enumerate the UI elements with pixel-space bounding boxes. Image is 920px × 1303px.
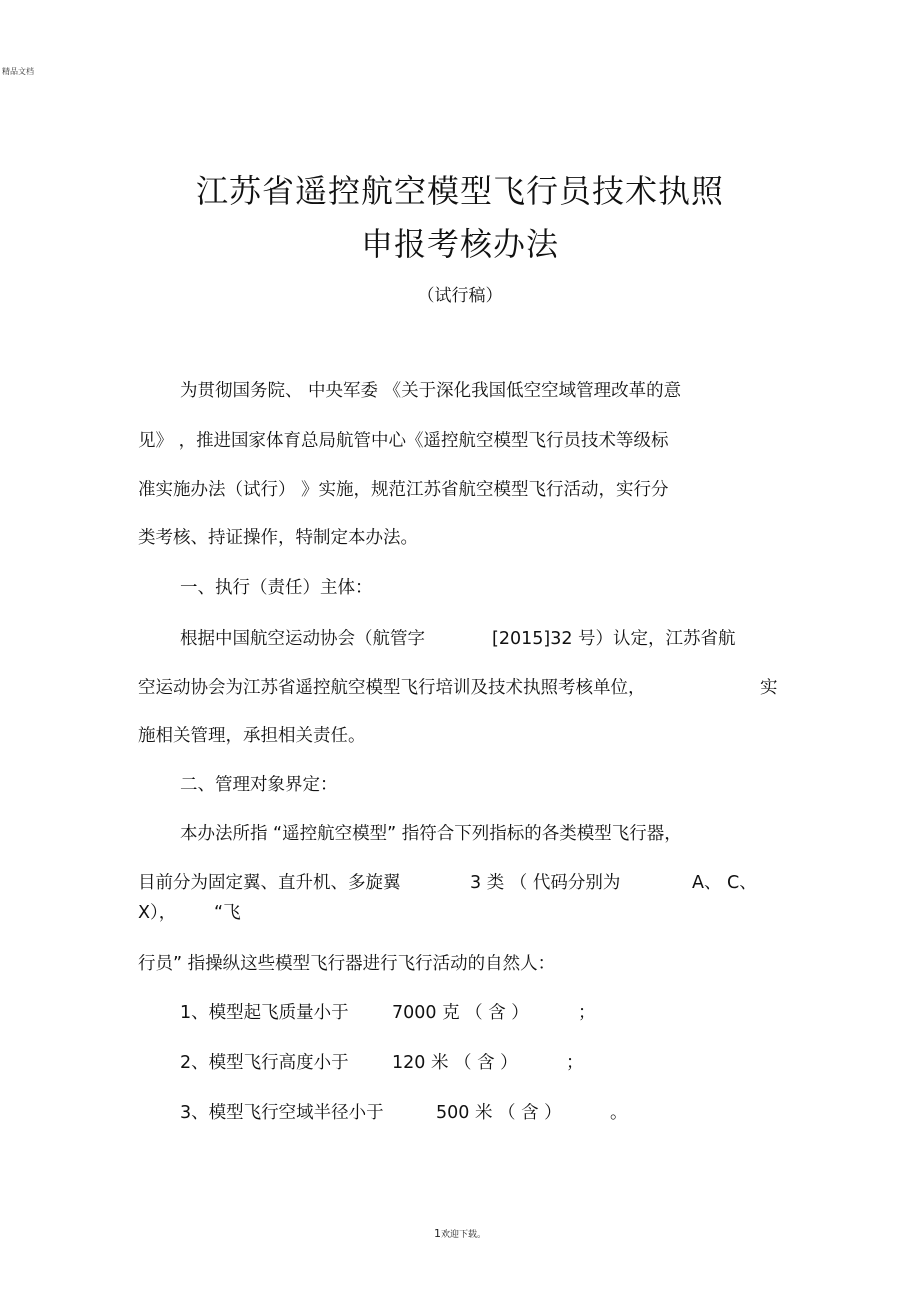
list-item-3-punct: 。 (610, 1103, 628, 1123)
paragraph-3-line-4: 行员” 指操纵这些模型飞行器进行飞行活动的自然人： (138, 954, 556, 974)
paragraph-1-line-2: 见》 ，推进国家体育总局航管中心《遥控航空模型飞行员技术等级标 (138, 431, 669, 451)
footer-text: 欢迎下载 (440, 1230, 477, 1240)
paragraph-2-line-1a: 根据中国航空运动协会（航管字 (180, 629, 425, 649)
paragraph-3-line-2b: 3 类 （ 代码分别为 (470, 873, 621, 893)
list-item-3-value: 500 米 （ 含 ） (436, 1103, 562, 1123)
section-heading-1: 一、执行（责任）主体： (180, 578, 373, 598)
page-number: 1 (433, 1227, 441, 1240)
paragraph-2-line-2a: 空运动协会为江苏省遥控航空模型飞行培训及技术执照考核单位， (138, 678, 646, 698)
paragraph-3-line-2c: A、 C、 (692, 873, 757, 893)
footer-suffix: 。 (477, 1230, 487, 1240)
document-title-line2: 申报考核办法 (360, 225, 559, 263)
list-item-2-value: 120 米 （ 含 ） (392, 1053, 518, 1073)
page-footer (0, 1227, 920, 1240)
paragraph-1-line-4: 类考核、持证操作，特制定本办法。 (138, 528, 418, 548)
section-heading-2: 二、管理对象界定： (180, 775, 338, 795)
document-subtitle: （试行稿） (417, 286, 503, 306)
paragraph-3-line-3a: X）， (138, 903, 177, 923)
list-item-1-value: 7000 克 （ 含 ） (392, 1003, 529, 1023)
paragraph-3-line-1: 本办法所指 “遥控航空模型” 指符合下列指标的各类模型飞行器， (180, 824, 682, 844)
paragraph-2-line-2b: 实 (760, 678, 778, 698)
watermark-text: 精品文档 (2, 67, 34, 76)
paragraph-1-line-1: 为贯彻国务院、 中央军委 《关于深化我国低空空域管理改革的意 (180, 381, 682, 401)
paragraph-2-line-3: 施相关管理，承担相关责任。 (138, 726, 366, 746)
paragraph-2-line-1b: [2015]32 号）认定，江苏省航 (492, 629, 736, 649)
paragraph-3-line-3b: “飞 (214, 903, 241, 923)
paragraph-3-line-2a: 目前分为固定翼、直升机、多旋翼 (138, 873, 401, 893)
document-title-line1: 江苏省遥控航空模型飞行员技术执照 (195, 172, 724, 210)
list-item-1-punct: ； (578, 1003, 596, 1023)
list-item-2-label: 2、模型飞行高度小于 (180, 1053, 349, 1073)
list-item-1-label: 1、模型起飞质量小于 (180, 1003, 349, 1023)
list-item-3-label: 3、模型飞行空域半径小于 (180, 1103, 384, 1123)
paragraph-1-line-3: 准实施办法（试行） 》实施，规范江苏省航空模型飞行活动，实行分 (138, 480, 669, 500)
list-item-2-punct: ； (566, 1053, 584, 1073)
